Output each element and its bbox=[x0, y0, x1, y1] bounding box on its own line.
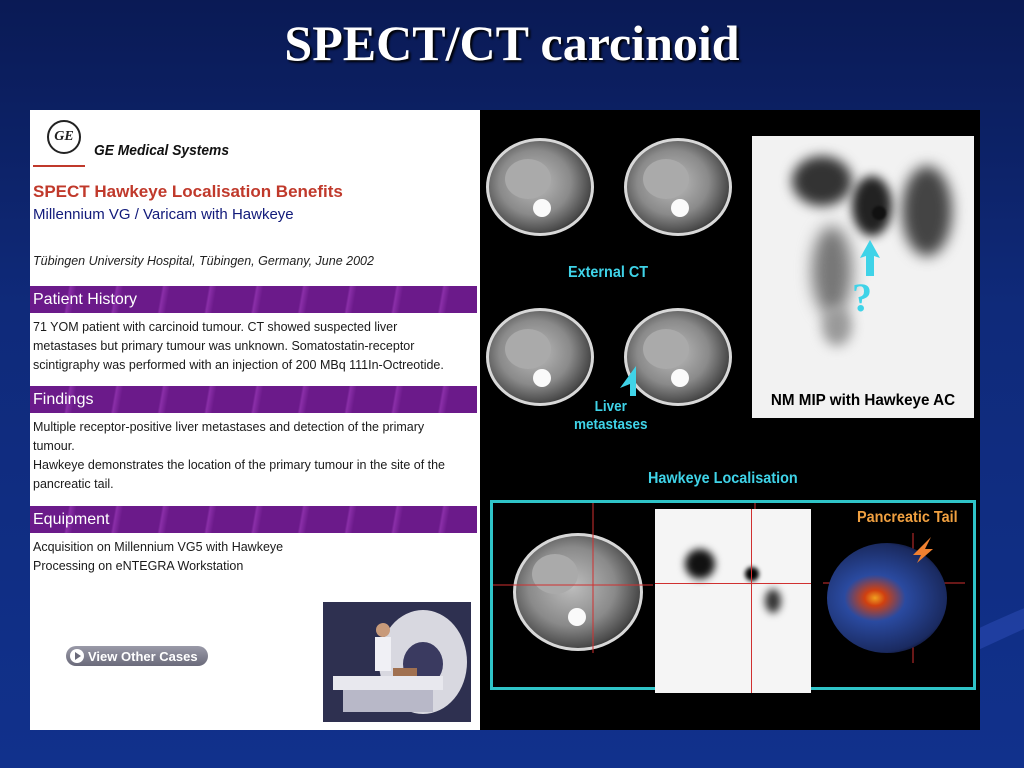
liver-arrow-icon bbox=[616, 366, 640, 396]
question-mark: ? bbox=[852, 275, 872, 320]
uptake-arrow-icon bbox=[860, 240, 880, 276]
external-ct-label: External CT bbox=[568, 264, 649, 281]
case-study-panel bbox=[30, 110, 980, 730]
ge-logo-icon: GE bbox=[47, 120, 81, 154]
scanner-photo bbox=[323, 602, 471, 722]
hawkeye-localisation-frame bbox=[490, 500, 976, 690]
ct-slice-2 bbox=[624, 138, 732, 236]
scanner-illustration bbox=[323, 602, 471, 722]
info-column bbox=[30, 110, 478, 730]
hospital-line: Tübingen University Hospital, Tübingen, Germany, June 2002 bbox=[33, 254, 374, 268]
image-column bbox=[480, 110, 980, 730]
section-equipment: Equipment bbox=[30, 506, 477, 533]
company-name: GE Medical Systems bbox=[94, 142, 229, 159]
view-other-cases-label: View Other Cases bbox=[88, 648, 198, 664]
equipment-text: Acquisition on Millennium VG5 with Hawkeye Processing on eNTEGRA Workstation bbox=[33, 540, 284, 573]
ct-slice-4 bbox=[624, 308, 732, 406]
benefits-subtitle: Millennium VG / Varicam with Hawkeye bbox=[33, 206, 294, 223]
slide-title: SPECT/CT carcinoid bbox=[284, 15, 740, 71]
section-patient-history: Patient History bbox=[30, 286, 477, 313]
ct-slice-3 bbox=[486, 308, 594, 406]
nm-mip-image bbox=[752, 136, 974, 418]
ct-slice-1 bbox=[486, 138, 594, 236]
findings-text: Multiple receptor-positive liver metastases and detection of the primary tumour. Hawkeye demonstrates the location of the primary tumour in the site of the pancreatic tail. bbox=[33, 420, 446, 491]
nm-mip-label: NM MIP with Hawkeye AC bbox=[770, 392, 956, 409]
play-icon bbox=[70, 649, 84, 663]
header-divider bbox=[33, 165, 85, 167]
benefits-title: SPECT Hawkeye Localisation Benefits bbox=[33, 182, 343, 201]
patient-history-text: 71 YOM patient with carcinoid tumour. CT showed suspected liver metastases but primary tumour was unknown. Somatostatin-receptor scintigraphy was performed with an injection of 200 MBq 111In-Octreotide. bbox=[33, 320, 444, 372]
spect-axial-slice bbox=[655, 509, 811, 693]
liver-metastases-label: Liver metastases bbox=[574, 398, 648, 433]
pancreatic-tail-label: Pancreatic Tail bbox=[857, 509, 958, 526]
pancreatic-tail-arrow-icon bbox=[909, 537, 933, 563]
hawkeye-localisation-label: Hawkeye Localisation bbox=[648, 470, 798, 487]
view-other-cases-button[interactable] bbox=[66, 646, 208, 666]
section-findings: Findings bbox=[30, 386, 477, 413]
